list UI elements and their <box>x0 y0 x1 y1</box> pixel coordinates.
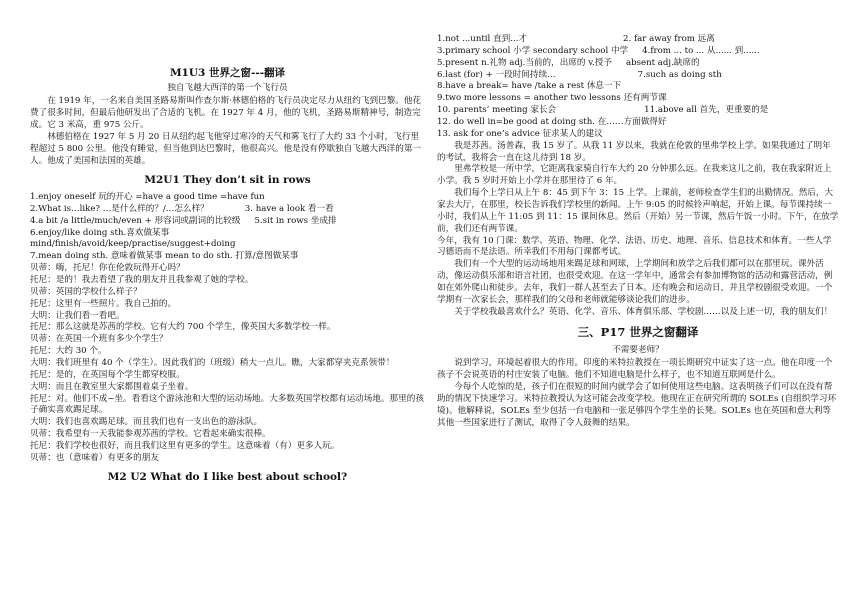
m2u2-vocab-item: 12. do well in=be good at doing sth. 在……方面做得好 <box>437 117 667 128</box>
m2u1-title: M2U1 They don’t sit in rows <box>144 173 311 186</box>
m2u2-vocab-row <box>437 58 839 70</box>
m2u2-title: M2 U2 What do I like best about school? <box>107 470 348 483</box>
m1u3-paragraph-1: 在 1919 年，一名来自美国圣路易斯叫作查尔斯·林德伯格的飞行员决定尽力从纽约飞到巴黎。他花费了很多时间，但最后他研发出了合适的飞机。在 1927 年 4 月，他的飞机，圣路易斯精神号，制造完成。它 3 米高，重 975 公斤。 <box>30 96 422 131</box>
m2u2-vocab-item: 7.such as doing sth <box>637 69 722 80</box>
m2u2-vocab-item: 13. ask for one’s advice 征求某人的建议 <box>437 128 603 139</box>
dialogue-line: 托尼：这里有一些照片。我自己拍的。 <box>30 298 177 309</box>
dialogue-line: 托尼：对。他们不成~坐。看看这个游泳池和大型的运动场地。大多数英国学校都有运动场地。那里的孩子确实喜欢踢足球。 <box>30 393 424 416</box>
p17-subtitle: 不需要老师？ <box>612 345 664 356</box>
m2u2-vocab-item: 10. parents’ meeting 家长会 <box>437 105 557 116</box>
dialogue-line: 大明：而且在教室里大家都围着桌子坐着。 <box>30 381 194 392</box>
m2u2-vocab-item: 6.last (for) + 一段时间持续… <box>437 69 556 80</box>
m2u2-paragraph: 关于学校我最喜欢什么？英语、化学、音乐、体育俱乐部、学校剧……以及上述一切，我的朋友们！ <box>454 306 833 317</box>
m2u1-vocab-item: 1.enjoy oneself 玩的开心 =have a good time =have fun <box>30 191 265 202</box>
m2u2-vocab-item: 9.two more lessons = another two lessons 还有两节课 <box>437 93 667 104</box>
m2u2-paragraph: 里弗学校是一所中学，它距离我家骑自行车大约 20 分钟那么远。在我来这儿之前，我在我家附近上小学。我 5 岁时开始上小学并在那里待了 6 年。 <box>437 164 832 187</box>
m1u3-title: M1U3 世界之窗---翻译 <box>169 67 286 79</box>
m1u3-paragraph-2: 林德伯格在 1927 年 5 月 20 日从纽约起飞他穿过寒冷的天气和雾飞行了大约 33 个小时，飞行里程超过 5 800 公里。他没有睡觉，但当他到达巴黎时，他很高兴。他是没有停歇独自飞越大西洋的第一人。他成了美国和法国的英雄。 <box>30 131 422 166</box>
m2u2-vocab-item: 8.have a break= have /take a rest 休息一下 <box>437 81 622 92</box>
dialogue-line: 贝蒂：我希望有一天我能参观苏茜的学校。它看起来确实很棒。 <box>30 429 271 440</box>
dialogue-line: 贝蒂：也（意味着）有更多的朋友 <box>30 452 159 463</box>
m2u2-vocab-row <box>437 70 839 82</box>
m2u1-vocab-row <box>30 216 425 228</box>
dialogue-line: 大明：我们班里有 40 个（学生）。因此我们的（班级）稍大一点儿。瞧，大家都穿夹克系领带！ <box>30 358 395 369</box>
m2u2-vocab-item: 5.present n.礼物 adj.当前的，出席的 v.授予 <box>437 57 612 68</box>
m2u2-vocab-item: absent adj.缺席的 <box>625 57 700 68</box>
m2u2-vocab-row <box>437 105 839 117</box>
left-column <box>30 0 425 489</box>
dialogue-line: 托尼：大约 30 个。 <box>30 346 107 357</box>
dialogue-line: 托尼：那么这就是苏茜的学校。它有大约 700 个学生，像英国大多数学校一样。 <box>30 322 336 333</box>
right-column <box>437 0 839 430</box>
m2u2-paragraph: 我们有一个大型的运动场地用来踢足球和网球，上学期间和放学之后我们都可以在那里玩。课外活动，像运动俱乐部和语言社团，也很受欢迎。在这一学年中，通常会有参加博物馆的活动和露营活动，例如在郊外爬山和徒步。去年，我们一群人甚至去了日本。还有晚会和运动日，并且学校剧很受欢迎。一个学期有一次家长会，那样我们的父母和老师就能够谈论我们的进步。 <box>437 259 833 305</box>
m2u1-vocab-item: 6.enjoy/like doing sth.喜欢做某事 <box>30 227 170 238</box>
dialogue-line: 托尼：我们学校也很好，而且我们这里有更多的学生。这意味着（有）更多人玩。 <box>30 441 340 452</box>
p17-paragraph: 今每个人吃惊的是，孩子们在很短的时间内就学会了如何使用这些电脑。这表明孩子们可以在没有帮助的情况下快速学习。米特拉教授认为这可能会改变学校。他现在正在研究所谓的 SOLEs (自组织学习环境)。他解释说，SOLEs 至少包括一台电脑和一张足够四个学生坐的长凳。SOLEs 也在英国和意大利等其他一些国家进行了测试，取得了令人鼓舞的结果。 <box>437 382 837 428</box>
m2u2-vocab-item: 3.primary school 小学 secondary school 中学 <box>437 45 629 56</box>
dialogue-line: 大明：我们也喜欢踢足球。而且我们也有一支出色的游泳队。 <box>30 417 263 428</box>
m2u2-paragraph: 我们每个上学日从上午 8：45 到下午 3：15 上学。上课前，老师检查学生们的出勤情况。然后，大家去大厅，在那里，校长告诉我们学校里的新闻。上午 9:05 的时候铃声响起，开始上课。每节课持续一小时，我们从上午 11:05 到 11：15 课间休息。然后（开始）另一节课，然后午饭一小时。下午，在放学前，我们还有两节课。 <box>437 188 839 234</box>
m2u1-vocab-item: 5.sit in rows 坐成排 <box>254 215 337 226</box>
m2u2-paragraph: 我是苏茜。汤普森，我 15 岁了。从我 11 岁以来，我就在伦敦的里弗学校上学。如果我通过了明年的考试，我将会一直在这儿待到 18 岁。 <box>437 140 831 163</box>
m2u1-vocab-item: 7.mean doing sth. 意味着做某事 mean to do sth. 打算/意图做某事 <box>30 251 299 262</box>
dialogue-line: 托尼：是的！我去看望了我的朋友并且我参观了她的学校。 <box>30 275 254 285</box>
dialogue-line: 贝蒂：嗨，托尼！你在伦敦玩得开心吗？ <box>30 263 185 274</box>
m2u2-vocab-item: 1.not ...until 直到...才 <box>437 34 528 44</box>
m2u1-vocab-item: 2.What is…like? …是什么样的？/…怎么样？ <box>30 203 209 214</box>
m2u2-vocab-item: 4.from ... to ... 从...... 到...... <box>642 45 760 56</box>
m2u1-vocab-item: mind/finish/avoid/keep/practise/suggest+doing <box>30 239 236 250</box>
dialogue-line: 贝蒂：英国的学校什么样子？ <box>30 286 142 297</box>
m2u2-vocab-item: 2. far away from 远离 <box>623 34 715 44</box>
p17-title: 三、P17 世界之窗翻译 <box>577 324 699 339</box>
m2u2-vocab-row <box>437 34 839 46</box>
m2u1-vocab-item: 3. have a look 看一看 <box>244 203 334 214</box>
m1u3-subtitle: 独自飞越大西洋的第一个飞行员 <box>167 83 288 94</box>
m2u1-vocab-row <box>30 204 425 216</box>
m2u2-vocab-item: 11.above all 首先，更重要的是 <box>644 105 769 116</box>
p17-paragraph: 说到学习，环境起着很大的作用。印度的米特拉教授在一项长期研究中证实了这一点。他在印度一个孩子不会说英语的村庄安装了电脑。他们不知道电脑是什么样子，也不知道互联网是什么。 <box>437 358 833 381</box>
dialogue-line: 贝蒂：在英国一个班有多少个学生？ <box>30 334 168 345</box>
m2u1-vocab-item: 4.a bit /a little/much/even + 形容词或副词的比较级 <box>30 215 241 226</box>
dialogue-line: 托尼：是的，在英国每个学生都穿校服。 <box>30 369 185 380</box>
m2u2-paragraph: 今年，我有 10 门课：数学、英语、物理、化学、法语、历史、地理、音乐、信息技术和体育。一些人学习德语而不是法语。所幸我们不用每门课都考试。 <box>437 235 832 258</box>
dialogue-line: 大明：让我们看一看吧。 <box>30 310 125 321</box>
m2u2-vocab-row <box>437 46 839 58</box>
